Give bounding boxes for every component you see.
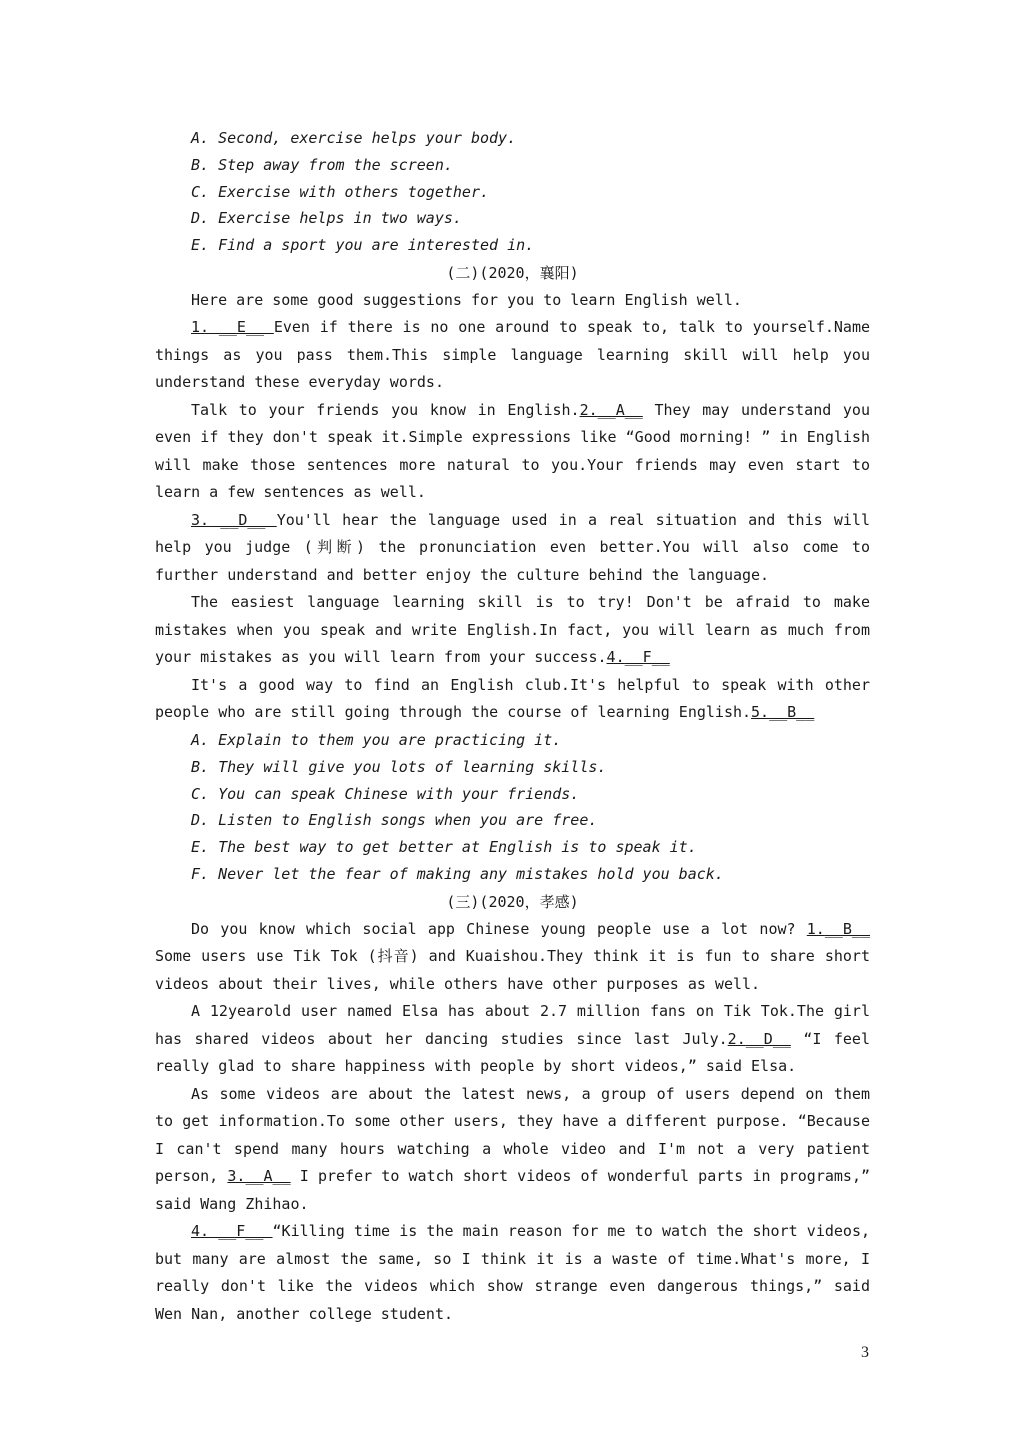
option-e: E. Find a sport you are interested in. [191, 236, 535, 255]
paragraph-text: “I feel really glad to share happiness with people by short videos,” said Elsa. [155, 1029, 870, 1076]
paragraph-text: Even if there is no one around to speak to, talk to yourself.Name things as you pass them.This simple language learning skill will help you understand these everyday words. [155, 318, 870, 392]
option-f: F. Never let the fear of making any mistakes hold you back. [191, 864, 724, 883]
paragraph [155, 397, 870, 507]
option-c: C. Exercise with others together. [191, 182, 490, 201]
question-number: 3. [191, 510, 210, 529]
paragraph [155, 916, 870, 999]
question-number: 2. [579, 400, 598, 419]
page-content [155, 125, 870, 1328]
paragraph-text: Talk to your friends you know in English. [191, 400, 580, 419]
paragraph-text: I prefer to watch short videos of wonderful parts in programs,” said Wang Zhihao. [155, 1167, 871, 1213]
answer-blank: __F__ [624, 648, 670, 667]
question-number: 3. [227, 1167, 246, 1186]
section-heading-2: (二)(2020，襄阳) [446, 263, 579, 282]
section-3 [155, 916, 870, 1329]
option-e: E. The best way to get better at English is to speak it. [191, 838, 697, 857]
paragraph [155, 1081, 870, 1219]
answer-blank: __E__ [209, 318, 274, 337]
question-number: 4. [606, 648, 625, 667]
question-number: 2. [727, 1029, 746, 1048]
paragraph-text: It's a good way to find an English club.It's helpful to speak with other people who are still going through the course of learning English. [155, 675, 870, 722]
option-d: D. Exercise helps in two ways. [191, 209, 462, 228]
option-d: D. Listen to English songs when you are free. [191, 811, 598, 830]
paragraph [155, 1218, 870, 1328]
paragraph [155, 507, 870, 590]
question-number: 4. [191, 1222, 210, 1241]
part1-options [155, 125, 870, 259]
paragraph [155, 998, 870, 1081]
answer-blank: __D__ [745, 1029, 791, 1048]
answer-blank: __F__ [209, 1222, 273, 1241]
question-number: 1. [806, 919, 825, 938]
option-b: B. They will give you lots of learning skills. [191, 757, 607, 776]
paragraph [155, 589, 870, 672]
page-number: 3 [861, 1344, 869, 1361]
section-heading-3: (三)(2020，孝感) [446, 892, 579, 911]
question-number: 5. [751, 703, 770, 722]
intro-paragraph: Here are some good suggestions for you to learn English well. [191, 290, 742, 309]
paragraph-text: Some users use Tik Tok (抖音) and Kuaishou.They think it is fun to share short videos about their lives, while others have other purposes as well. [155, 947, 870, 993]
paragraph-text: You'll hear the language used in a real situation and this will help you judge (判断) the pronunciation even better.You will also come to further understand and better enjoy the culture behind the language. [155, 510, 870, 584]
paragraph-text: “Killing time is the main reason for me to watch the short videos, but many are almost the same, so I think it is a waste of time.What's more, I really don't like the videos which show strange even dangerous things,” said Wen Nan, another college student. [155, 1222, 871, 1323]
section-2 [155, 287, 870, 888]
option-b: B. Step away from the screen. [191, 155, 453, 174]
paragraph-text: A 12yearold user named Elsa has about 2.7 million fans on Tik Tok.The girl has shared videos about her dancing studies since last July. [155, 1002, 870, 1048]
answer-blank: __B__ [824, 919, 870, 938]
part2-options [155, 727, 870, 888]
paragraph-text: As some videos are about the latest news, a group of users depend on them to get information.To some other users, they have a different purpose. “Because I can't spend many hours watching a whole video and I'm not a very patient person, [155, 1084, 870, 1186]
option-a: A. Explain to them you are practicing it. [191, 730, 562, 749]
paragraph-text: The easiest language learning skill is to try! Don't be afraid to make mistakes when you speak and write English.In fact, you will learn as much from your mistakes as you will learn from your success. [155, 593, 870, 667]
answer-blank: __A__ [597, 400, 643, 419]
option-a: A. Second, exercise helps your body. [191, 129, 517, 147]
question-number: 1. [191, 318, 210, 337]
answer-blank: __B__ [769, 703, 815, 722]
paragraph [155, 672, 870, 727]
option-c: C. You can speak Chinese with your friends. [191, 784, 580, 803]
paragraph-text: Do you know which social app Chinese young people use a lot now? [191, 919, 807, 938]
answer-blank: __D__ [209, 510, 277, 529]
paragraph [155, 314, 870, 397]
paragraph-text: They may understand you even if they don't speak it.Simple expressions like “Good morning! ” in English will make those sentences more natural to you.Your friends may even start to learn a few sentences as well. [155, 400, 870, 502]
answer-blank: __A__ [245, 1167, 291, 1186]
